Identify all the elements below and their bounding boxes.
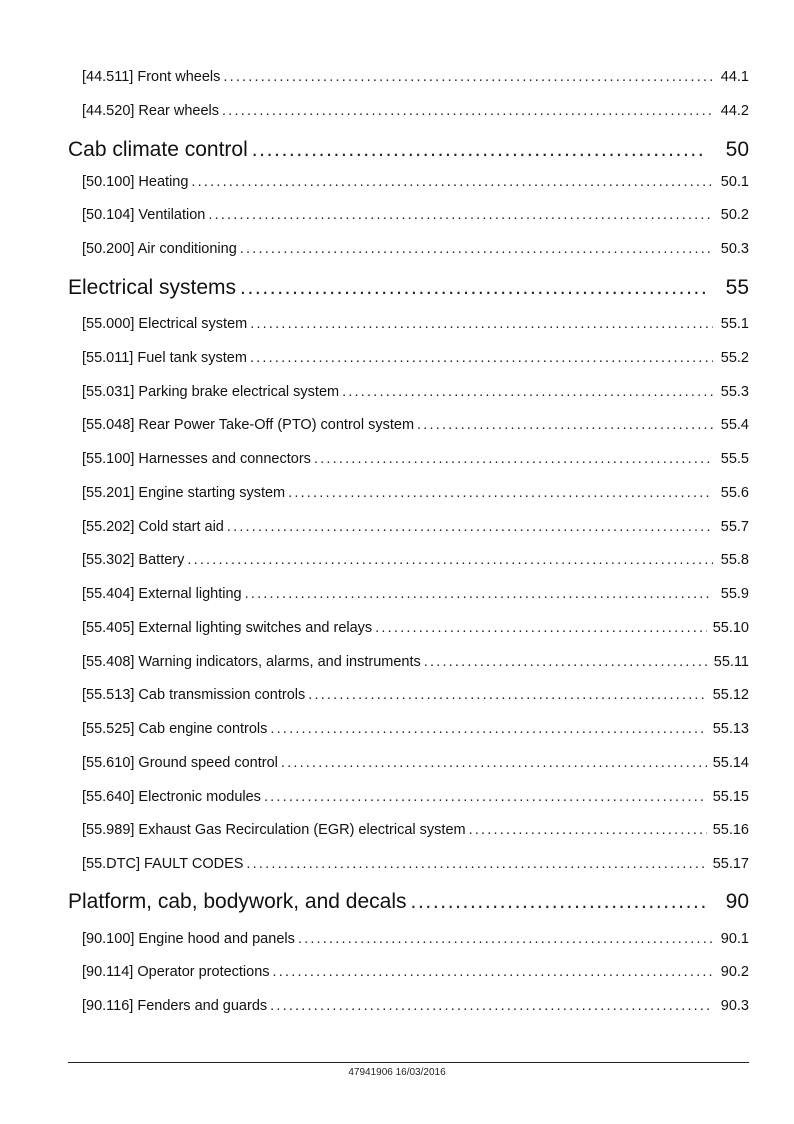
dot-leader (469, 822, 707, 838)
toc-entry[interactable] (82, 931, 749, 947)
toc-entry-label: [55.640] Electronic modules (82, 789, 261, 805)
dot-leader (298, 931, 713, 947)
dot-leader (223, 69, 713, 85)
toc-entry-label: [55.011] Fuel tank system (82, 350, 247, 366)
dot-leader (411, 890, 707, 914)
toc-entry[interactable] (82, 856, 749, 872)
toc-entry-label: [55.202] Cold start aid (82, 519, 224, 535)
toc-entry[interactable] (82, 174, 749, 190)
dot-leader (222, 103, 713, 119)
toc-entry-label: [55.000] Electrical system (82, 316, 248, 332)
toc-entry-label: [55.610] Ground speed control (82, 755, 278, 771)
toc-entry-label: [55.048] Rear Power Take-Off (PTO) control system (82, 417, 415, 433)
toc-entry-page: 55.14 (712, 755, 749, 771)
footer-rule (68, 1062, 749, 1063)
toc-section[interactable] (68, 890, 749, 914)
toc-entry-label: [55.989] Exhaust Gas Recirculation (EGR) electrical system (82, 822, 466, 838)
toc-entry[interactable] (82, 964, 749, 980)
toc-entry[interactable] (82, 755, 749, 771)
toc-entry-page: 55.2 (720, 350, 749, 366)
dot-leader (240, 276, 707, 300)
toc-entry[interactable] (82, 654, 749, 670)
toc-entry-page: 55.4 (720, 417, 749, 433)
toc-section-title: Platform, cab, bodywork, and decals (68, 890, 407, 913)
toc-entry-label: [55.408] Warning indicators, alarms, and instruments (82, 654, 421, 670)
toc-entry[interactable] (82, 822, 749, 838)
dot-leader (246, 856, 706, 872)
toc-entry-label: [50.100] Heating (82, 174, 189, 190)
dot-leader (191, 174, 713, 190)
toc-entry[interactable] (82, 417, 749, 433)
toc-entry-page: 55.11 (713, 654, 749, 670)
toc-entry-label: [55.405] External lighting switches and relays (82, 620, 373, 636)
toc-entry-page: 55.16 (712, 822, 749, 838)
toc-section-title: Cab climate control (68, 138, 248, 161)
dot-leader (227, 519, 713, 535)
toc-entry-label: [90.100] Engine hood and panels (82, 931, 295, 947)
toc-entry-page: 55.6 (720, 485, 749, 501)
dot-leader (240, 241, 713, 257)
toc-entry-label: [55.513] Cab transmission controls (82, 687, 306, 703)
toc-entry-page: 55.5 (720, 451, 749, 467)
dot-leader (270, 998, 713, 1014)
toc-entry[interactable] (82, 103, 749, 119)
toc-entry-page: 55.12 (712, 687, 749, 703)
toc-entry-page: 44.1 (720, 69, 749, 85)
toc-entry-page: 55.3 (720, 384, 749, 400)
toc-entry-label: [55.525] Cab engine controls (82, 721, 268, 737)
toc-section[interactable] (68, 138, 749, 162)
toc-entry-label: [90.114] Operator protections (82, 964, 270, 980)
dot-leader (187, 552, 713, 568)
toc-entry-page: 50.3 (720, 241, 749, 257)
toc-entry-label: [55.100] Harnesses and connectors (82, 451, 311, 467)
toc-entry-page: 90.1 (720, 931, 749, 947)
toc-entry[interactable] (82, 316, 749, 332)
toc-section-page: 50 (725, 138, 749, 161)
toc-entry-label: [55.404] External lighting (82, 586, 242, 602)
toc-entry[interactable] (82, 350, 749, 366)
dot-leader (281, 755, 707, 771)
toc-entry[interactable] (82, 998, 749, 1014)
toc-entry[interactable] (82, 552, 749, 568)
dot-leader (250, 316, 713, 332)
toc-entry-label: [44.511] Front wheels (82, 69, 221, 85)
toc-entry-page: 55.13 (712, 721, 749, 737)
dot-leader (417, 417, 713, 433)
toc-entry-label: [55.302] Battery (82, 552, 185, 568)
toc-entry[interactable] (82, 620, 749, 636)
dot-leader (308, 687, 706, 703)
toc-entry-label: [44.520] Rear wheels (82, 103, 220, 119)
dot-leader (208, 207, 713, 223)
toc-entry-label: [55.201] Engine starting system (82, 485, 286, 501)
dot-leader (314, 451, 713, 467)
toc-entry[interactable] (82, 789, 749, 805)
toc-entry-page: 55.8 (720, 552, 749, 568)
toc-entry[interactable] (82, 207, 749, 223)
toc-entry[interactable] (82, 485, 749, 501)
dot-leader (342, 384, 713, 400)
toc-entry-page: 90.2 (720, 964, 749, 980)
toc-entry-page: 50.2 (720, 207, 749, 223)
toc-entry-label: [55.DTC] FAULT CODES (82, 856, 244, 872)
footer-doc-id: 47941906 16/03/2016 (348, 1067, 446, 1078)
toc-section[interactable] (68, 276, 749, 300)
toc-entry[interactable] (82, 519, 749, 535)
toc-entry[interactable] (82, 586, 749, 602)
dot-leader (288, 485, 713, 501)
toc-entry-page: 55.15 (712, 789, 749, 805)
dot-leader (270, 721, 706, 737)
toc-entry-page: 55.9 (720, 586, 749, 602)
dot-leader (424, 654, 708, 670)
toc-entry-page: 55.17 (712, 856, 749, 872)
toc-entry-label: [50.200] Air conditioning (82, 241, 237, 257)
toc-section-page: 55 (725, 276, 749, 299)
dot-leader (245, 586, 713, 602)
toc-entry-page: 55.10 (712, 620, 749, 636)
toc-entry[interactable] (82, 451, 749, 467)
toc-entry-page: 50.1 (720, 174, 749, 190)
toc-entry[interactable] (82, 721, 749, 737)
toc-entry-page: 44.2 (720, 103, 749, 119)
toc-entry[interactable] (82, 687, 749, 703)
toc-entry-page: 90.3 (720, 998, 749, 1014)
toc-entry[interactable] (82, 241, 749, 257)
toc-section-title: Electrical systems (68, 276, 237, 299)
dot-leader (375, 620, 707, 636)
toc-entry-label: [50.104] Ventilation (82, 207, 206, 223)
toc-entry[interactable] (82, 69, 749, 85)
toc-entry-page: 55.7 (720, 519, 749, 535)
toc-section-page: 90 (725, 890, 749, 913)
dot-leader (250, 350, 713, 366)
dot-leader (264, 789, 707, 805)
dot-leader (273, 964, 713, 980)
toc-entry-page: 55.1 (720, 316, 749, 332)
toc-entry-label: [55.031] Parking brake electrical system (82, 384, 340, 400)
toc-entry-label: [90.116] Fenders and guards (82, 998, 268, 1014)
dot-leader (252, 138, 707, 162)
toc-entry[interactable] (82, 384, 749, 400)
